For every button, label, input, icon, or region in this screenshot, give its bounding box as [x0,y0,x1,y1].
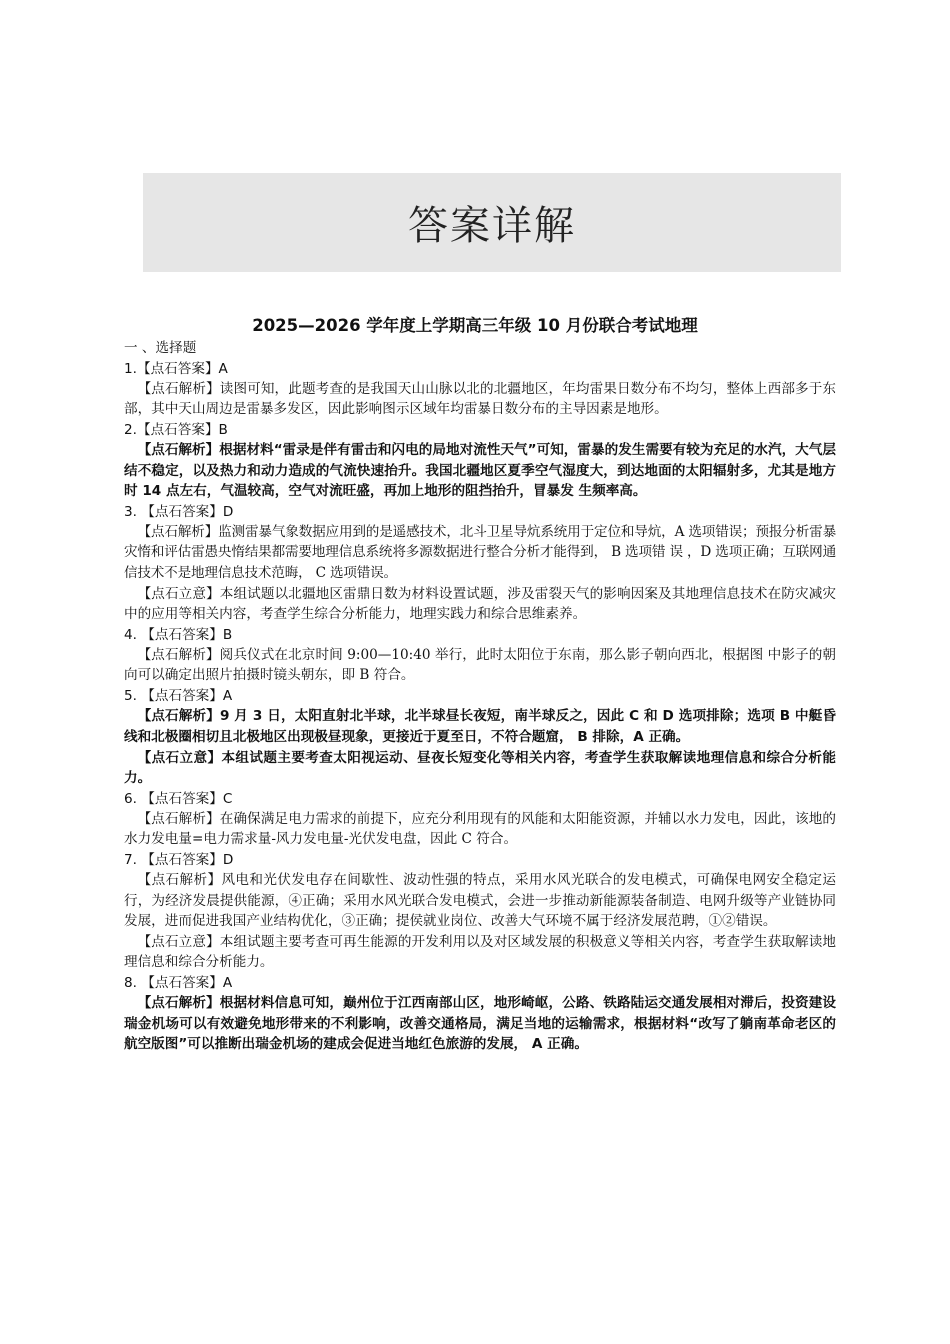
intent-7: 【点石立意】本组试题主要考查可再生能源的开发利用以及对区域发展的积极意义等相关内容，考查学生获取解读地理信息和综合分析能力。 [124,934,836,971]
analysis-6: 【点石解析】在确保满足电力需求的前提下，应充分利用现有的风能和太阳能资源，并辅以水力发电，因此，该地的水力发电量=电力需求量-风力发电量-光伏发电盘，因此 C 符合。 [124,811,836,848]
answer-line-3: 3. 【点石答案】D [124,504,234,521]
analysis-3: 【点石解析】监测雷暴气象数据应用到的是遥感技术，北斗卫星导炕系统用于定位和导炕，A 选项错误；预报分析雷暴灾惰和评估雷愚央惰结果都需要地理信息系统将多源数据进行整合分析才能得到， B 选项错 误 ，D 选项正确；互联网通信技术不是地理信息技术范晦， C 选项错误。 [124,524,836,581]
answer-line-8: 8. 【点石答案】A [124,975,233,992]
section-heading: 一 、选择题 [124,340,197,356]
answer-line-5: 5. 【点石答案】A [124,688,233,705]
answer-line-2: 2.【点石答案】B [124,422,228,439]
answer-line-7: 7. 【点石答案】D [124,852,234,869]
analysis-7: 【点石解析】风电和光伏发电存在间歇性、波动性强的特点，采用水风光联合的发电模式，可确保电网安全稳定运行，为经济发晨提供能源，④正确；采用水风光联合发电模式，会进一步推动新能源装备制造、电网升级等产业链协同发展，进而促进我国产业结构优化，③正确；提侯就业岗位、改善大气环境不属于经济发展范聘，①②错误。 [124,872,836,930]
answer-line-6: 6. 【点石答案】C [124,791,233,807]
answer-content [124,338,836,1055]
analysis-5: 【点石解析】9 月 3 日，太阳直射北半球，北半球昼长夜短，南半球反之，因此 C 和 D 选项排除；选项 B 中艇昏线和北极圈相切且北极地区出现极昼现象，更接近于夏至日，不符合题窟， B 排除，A 正确。 [124,708,836,745]
analysis-2: 【点石解析】根据材料“雷录是伴有雷击和闪电的局地对流性天气”可知，雷暴的发生需要有较为充足的水汽，大气层结不稳定，以及热力和动力造成的气流快速抬升。我国北疆地区夏季空气湿度大，到达地面的太阳辐射多，尤其是地方时 14 点左右，气温较高，空气对流旺盛，再加上地形的阻挡抬升，冒暴发 生频率高。 [124,442,836,500]
analysis-4: 【点石解析】阅兵仪式在北京时间 9:00—10:40 举行，此时太阳位于东南，那么影子朝向西北，根据图 中影子的朝向可以确定出照片拍摄时镜头朝东，即 B 符合。 [124,647,836,684]
page-title: 答案详解 [408,203,576,249]
title-banner [143,173,841,272]
analysis-8: 【点石解析】根据材料信息可知，巅州位于江西南部山区，地形崎岖，公路、铁路陆运交通发展相对滞后，投资建设瑞金机场可以有效避免地形带来的不利影响，改善交通格局，满足当地的运输需求，根据材料“改写了躺南革命老区的航空版图”可以推断出瑞金机场的建成会促进当地红色旅游的发展， A 正确。 [124,995,836,1053]
analysis-1: 【点石解析】读图可知，此题考查的是我国天山山脉以北的北疆地区，年均雷果日数分布不均匀，整体上西部多于东部，其中天山周边是雷暴多发区，因此影响图示区域年均雷暴日数分布的主导因素是地形。 [124,381,836,418]
answer-line-1: 1.【点石答案】A [124,361,228,377]
intent-5: 【点石立意】本组试题主要考查太阳视运动、昼夜长短变化等相关内容，考查学生获取解读地理信息和综合分析能力。 [124,749,836,787]
exam-title: 2025—2026 学年度上学期高三年级 10 月份联合考试地理 [252,316,698,335]
answer-line-4: 4. 【点石答案】B [124,627,233,644]
intent-3: 【点石立意】本组试题以北疆地区雷鼎日数为材料设置试题，涉及雷裂天气的影响因案及其地理信息技术在防灾减灾中的应用等相关内容，考查学生综合分析能力，地理实践力和综合思维素养。 [124,585,836,623]
